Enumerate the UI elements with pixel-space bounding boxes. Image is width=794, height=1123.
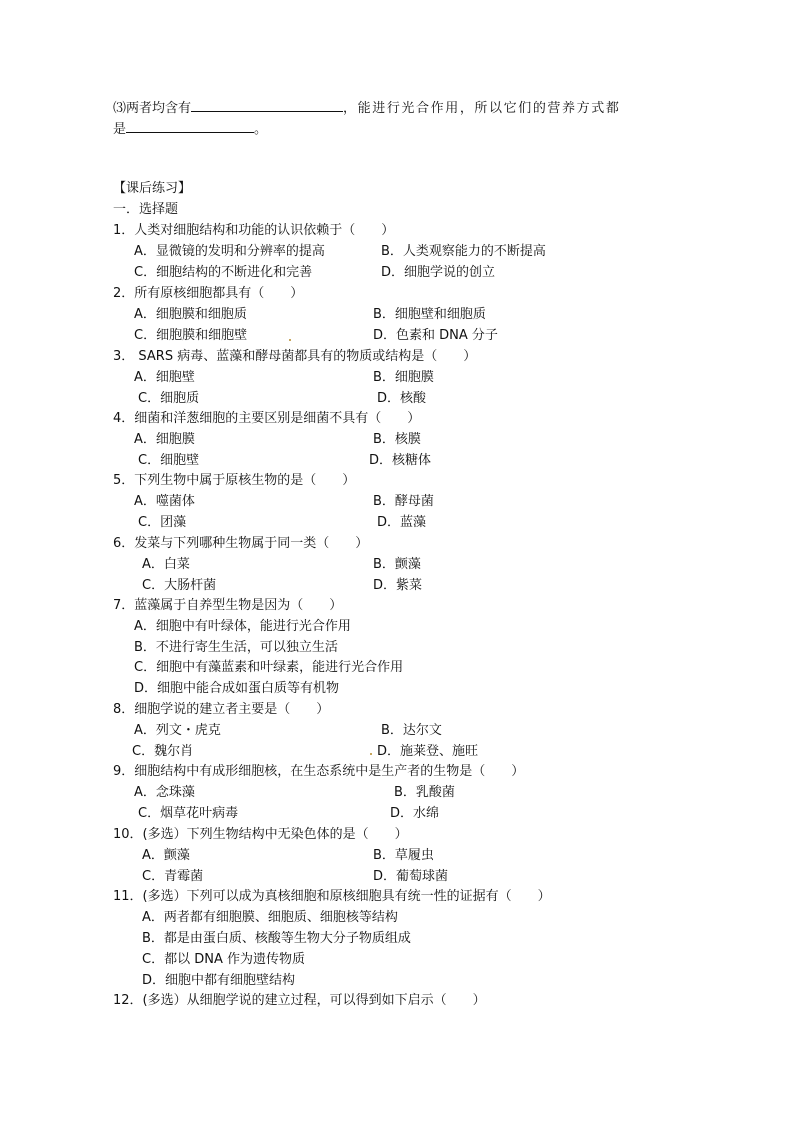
question-2-option-d[interactable]: D．色素和 DNA 分子: [373, 328, 498, 343]
question-4-stem: 4．细菌和洋葱细胞的主要区别是细菌不具有（ ）: [113, 411, 421, 426]
question-9-option-b[interactable]: B．乳酸菌: [394, 785, 455, 800]
question-7-option-b[interactable]: B．不进行寄生生活，可以独立生活: [134, 640, 338, 655]
question-6-option-a[interactable]: A．白菜: [142, 557, 190, 572]
question-1-option-b[interactable]: B．人类观察能力的不断提高: [381, 244, 546, 259]
question-6-option-d[interactable]: D．紫菜: [373, 578, 423, 593]
question-2-stem: 2．所有原核细胞都具有（ ）: [113, 286, 304, 301]
question-3-stem: 3． SARS 病毒、蓝藻和酵母菌都具有的物质或结构是（ ）: [113, 349, 477, 364]
intro-text-1: ⑶两者均含有: [113, 101, 192, 116]
question-9-stem: 9．细胞结构中有成形细胞核，在生态系统中是生产者的生物是（ ）: [113, 764, 525, 779]
question-10-option-d[interactable]: D．葡萄球菌: [373, 869, 449, 884]
stray-dot-1: [289, 339, 291, 341]
question-6-option-b[interactable]: B．颤藻: [373, 557, 421, 572]
question-2-option-b[interactable]: B．细胞壁和细胞质: [373, 307, 486, 322]
question-8-option-b[interactable]: B．达尔文: [381, 723, 442, 738]
question-3-option-a[interactable]: A．细胞壁: [134, 370, 195, 385]
question-3-option-d[interactable]: D．核酸: [377, 391, 427, 406]
question-7-option-c[interactable]: C．细胞中有藻蓝素和叶绿素，能进行光合作用: [134, 660, 404, 675]
question-10-option-b[interactable]: B．草履虫: [373, 848, 434, 863]
question-4-option-b[interactable]: B．核膜: [373, 432, 421, 447]
question-4-option-d[interactable]: D．核糖体: [369, 453, 432, 468]
question-4-option-a[interactable]: A．细胞膜: [134, 432, 195, 447]
question-8-option-a[interactable]: A．列文・虎克: [134, 723, 221, 738]
answer-blank-2[interactable]: [126, 119, 254, 133]
question-10-option-c[interactable]: C．青霉菌: [142, 869, 204, 884]
question-11-stem: 11．(多选）下列可以成为真核细胞和原核细胞具有统一性的证据有（ ）: [113, 889, 551, 904]
question-7-stem: 7．蓝藻属于自养型生物是因为（ ）: [113, 598, 343, 613]
question-3-option-c[interactable]: C．细胞质: [138, 391, 200, 406]
section-title: 【课后练习】: [113, 181, 192, 196]
question-11-option-d[interactable]: D．细胞中都有细胞壁结构: [142, 973, 296, 988]
intro-line-2: [113, 119, 267, 139]
question-12-stem: 12．(多选）从细胞学说的建立过程，可以得到如下启示（ ）: [113, 993, 486, 1008]
answer-blank-1[interactable]: [191, 98, 343, 112]
question-6-option-c[interactable]: C．大肠杆菌: [142, 578, 217, 593]
question-10-stem: 10．(多选）下列生物结构中无染色体的是（ ）: [113, 827, 408, 842]
intro-line-1: [113, 98, 620, 118]
question-1-stem: 1．人类对细胞结构和功能的认识依赖于（ ）: [113, 223, 395, 238]
question-5-option-a[interactable]: A．噬菌体: [134, 494, 195, 509]
question-7-option-d[interactable]: D．细胞中能合成如蛋白质等有机物: [134, 681, 340, 696]
question-11-option-c[interactable]: C．都以 DNA 作为遗传物质: [142, 952, 305, 967]
intro-text-3: 是: [113, 122, 127, 137]
question-3-option-b[interactable]: B．细胞膜: [373, 370, 434, 385]
question-9-option-d[interactable]: D．水绵: [390, 806, 440, 821]
question-1-option-d[interactable]: D．细胞学说的创立: [381, 265, 496, 280]
intro-text-4: 。: [254, 122, 268, 137]
question-9-option-c[interactable]: C．烟草花叶病毒: [138, 806, 239, 821]
question-10-option-a[interactable]: A．颤藻: [142, 848, 190, 863]
intro-text-2: ，能进行光合作用，所以它们的营养方式都: [343, 101, 621, 116]
question-8-option-d[interactable]: D．施莱登、施旺: [377, 744, 479, 759]
subsection-title: 一．选择题: [113, 202, 179, 217]
question-11-option-b[interactable]: B．都是由蛋白质、核酸等生物大分子物质组成: [142, 931, 411, 946]
question-5-option-b[interactable]: B．酵母菌: [373, 494, 434, 509]
stray-dot-2: [370, 753, 372, 755]
question-8-option-c[interactable]: C．魏尔肖: [132, 744, 194, 759]
question-2-option-c[interactable]: C．细胞膜和细胞壁: [134, 328, 248, 343]
question-11-option-a[interactable]: A．两者都有细胞膜、细胞质、细胞核等结构: [142, 910, 398, 925]
question-5-stem: 5．下列生物中属于原核生物的是（ ）: [113, 473, 356, 488]
question-5-option-c[interactable]: C．团藻: [138, 515, 187, 530]
question-9-option-a[interactable]: A．念珠藻: [134, 785, 195, 800]
question-8-stem: 8．细胞学说的建立者主要是（ ）: [113, 702, 330, 717]
question-2-option-a[interactable]: A．细胞膜和细胞质: [134, 307, 247, 322]
question-5-option-d[interactable]: D．蓝藻: [377, 515, 427, 530]
question-4-option-c[interactable]: C．细胞壁: [138, 453, 200, 468]
question-1-option-c[interactable]: C．细胞结构的不断进化和完善: [134, 265, 313, 280]
question-6-stem: 6．发菜与下列哪种生物属于同一类（ ）: [113, 536, 369, 551]
question-7-option-a[interactable]: A．细胞中有叶绿体，能进行光合作用: [134, 619, 351, 634]
question-1-option-a[interactable]: A．显微镜的发明和分辨率的提高: [134, 244, 325, 259]
